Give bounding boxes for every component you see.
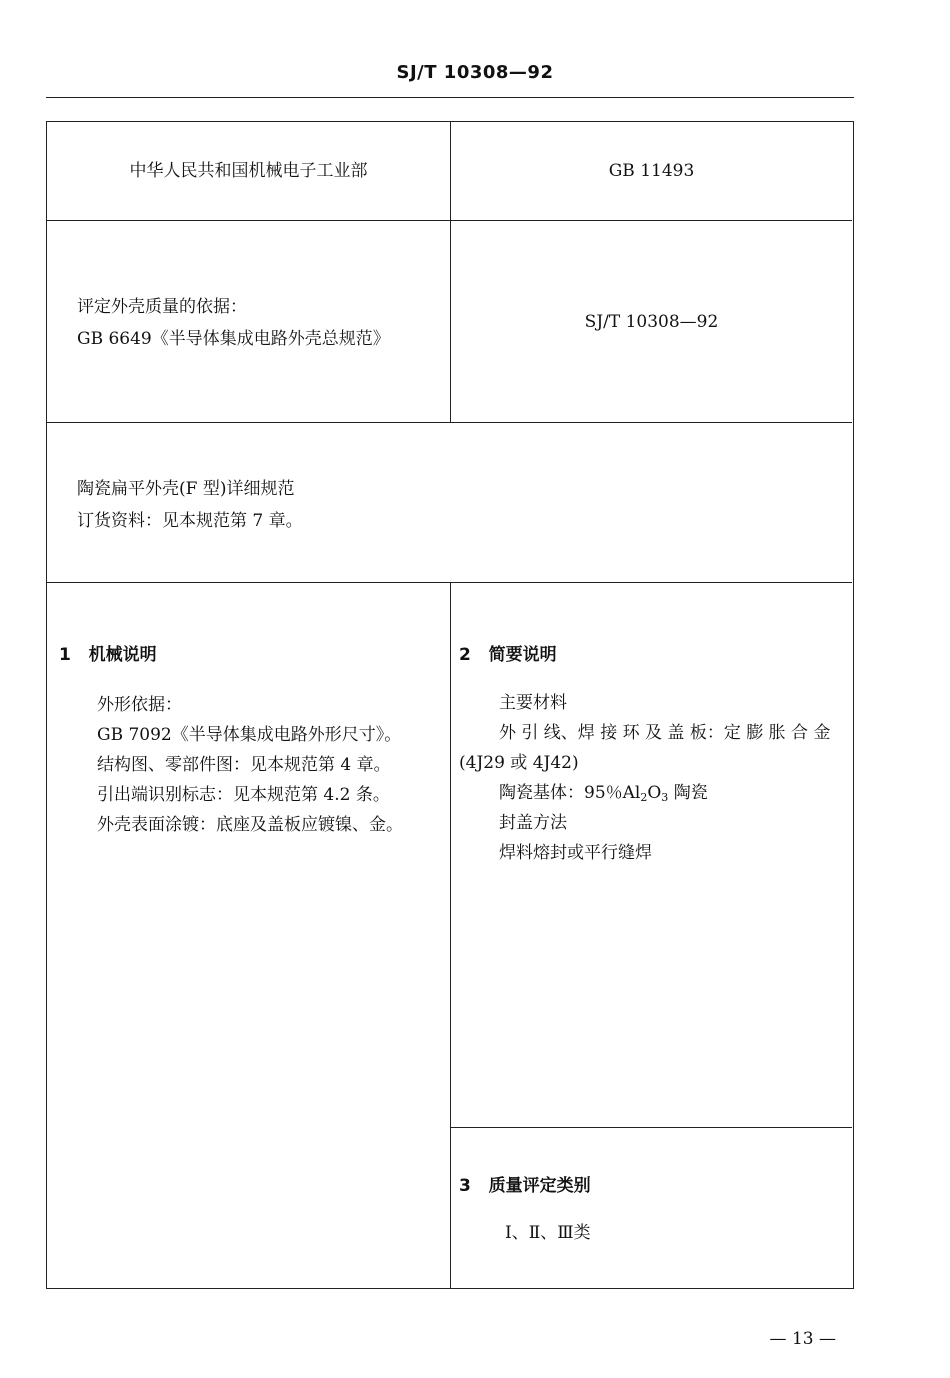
section3-title: 质量评定类别 bbox=[488, 1176, 591, 1196]
section1-line: 外壳表面涂镀：底座及盖板应镀镍、金。 bbox=[97, 815, 403, 835]
section1-title: 机械说明 bbox=[88, 645, 157, 665]
section1-line: 外形依据： bbox=[97, 695, 182, 715]
oxygen-symbol: O bbox=[647, 783, 662, 803]
subscript-3: 3 bbox=[661, 791, 669, 804]
section1-number: 1 bbox=[59, 645, 71, 665]
section2-title: 简要说明 bbox=[488, 645, 557, 665]
section1-line: 结构图、零部件图：见本规范第 4 章。 bbox=[97, 755, 391, 775]
sealing-method: 焊料熔封或平行缝焊 bbox=[499, 843, 652, 863]
section2-number: 2 bbox=[459, 645, 471, 665]
assessment-basis-standard: GB 6649《半导体集成电路外壳总规范》 bbox=[77, 329, 390, 349]
spec-title: 陶瓷扁平外壳(F 型)详细规范 bbox=[77, 479, 295, 499]
leads-material: 外 引 线、焊 接 环 及 盖 板：定 膨 胀 合 金 bbox=[499, 723, 831, 743]
ceramic-base-text: 陶瓷基体：95％Al bbox=[499, 783, 641, 803]
ceramic-word: 陶瓷 bbox=[668, 783, 708, 803]
row-divider-4 bbox=[451, 1127, 852, 1128]
ordering-info: 订货资料：见本规范第 7 章。 bbox=[77, 511, 303, 531]
spec-number: SJ/T 10308—92 bbox=[584, 312, 719, 332]
materials-label: 主要材料 bbox=[499, 693, 567, 713]
section1-heading bbox=[59, 640, 157, 670]
subscript-2: 2 bbox=[640, 791, 648, 804]
document-number-header: SJ/T 10308—92 bbox=[396, 62, 554, 83]
row-divider-2 bbox=[47, 422, 852, 423]
leads-alloy: (4J29 或 4J42) bbox=[459, 753, 579, 773]
issuer-label: 中华人民共和国机械电子工业部 bbox=[129, 161, 368, 181]
page-number: — 13 — bbox=[769, 1329, 836, 1349]
header-rule bbox=[46, 97, 854, 98]
sealing-label: 封盖方法 bbox=[499, 813, 567, 833]
issuer-standard: GB 11493 bbox=[608, 161, 695, 181]
section2-heading bbox=[459, 640, 557, 670]
col-divider-bottom bbox=[450, 582, 451, 1288]
spec-table bbox=[46, 121, 854, 1289]
section1-line: 引出端识别标志：见本规范第 4.2 条。 bbox=[97, 785, 390, 805]
section3-heading bbox=[459, 1171, 591, 1201]
assessment-basis-label: 评定外壳质量的依据： bbox=[77, 297, 247, 317]
section3-number: 3 bbox=[459, 1176, 471, 1196]
quality-categories: Ⅰ、Ⅱ、Ⅲ类 bbox=[505, 1223, 591, 1243]
section1-line: GB 7092《半导体集成电路外形尺寸》。 bbox=[97, 725, 402, 745]
